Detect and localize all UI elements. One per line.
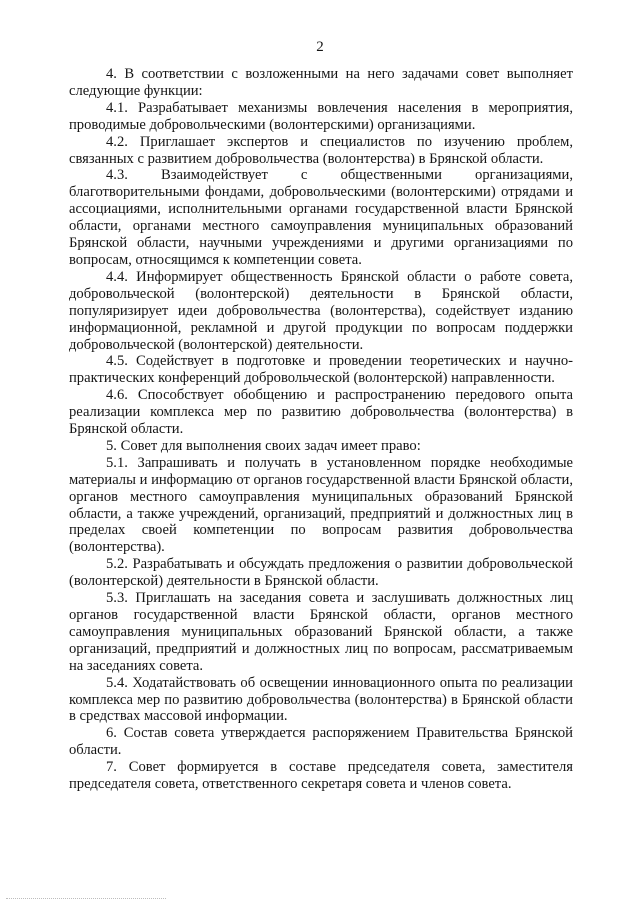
paragraph-4: 4. В соответствии с возложенными на него задачами совет выполняет следующие функции:: [69, 66, 573, 99]
paragraph-7: 7. Совет формируется в составе председателя совета, заместителя председателя совета, ответственного секретаря совета и членов совета.: [69, 759, 573, 793]
paragraph-6: 6. Состав совета утверждается распоряжением Правительства Брянской области.: [69, 725, 573, 759]
paragraph-4-6: 4.6. Способствует обобщению и распространению передового опыта реализации комплекса мер по развитию добровольчества (волонтерства) в Брянской области.: [69, 387, 573, 438]
paragraph-4-3: 4.3. Взаимодействует с общественными организациями, благотворительными фондами, добровольческими (волонтерскими) отрядами и ассоциациями, исполнительными органами государственной власти Брянской области, органами местного самоуправления муниципальных образований Брянской области, научными учреждениями и другими организациями по вопросам, относящимся к компетенции совета.: [69, 167, 573, 268]
paragraph-4-2: 4.2. Приглашает экспертов и специалистов по изучению проблем, связанных с развитием добровольчества (волонтерства) в Брянской области.: [69, 133, 573, 167]
paragraph-5: 5. Совет для выполнения своих задач имеет право:: [106, 437, 421, 454]
paragraph-4-5: 4.5. Содействует в подготовке и проведении теоретических и научно-практических конференций добровольческой (волонтерской) направленности.: [69, 353, 573, 387]
paragraph-5-1: 5.1. Запрашивать и получать в установленном порядке необходимые материалы и информацию от органов государственной власти Брянской области, органов местного самоуправления муниципальных образований Брянской области, а также учреждений, организаций, предприятий и должностных лиц в пределах своей компетенции по вопросам развития добровольчества (волонтерства).: [69, 454, 573, 556]
paragraph-5-3: 5.3. Приглашать на заседания совета и заслушивать должностных лиц органов государственной власти Брянской области, органов местного самоуправления муниципальных образований Брянской области, а также организаций, предприятий и должностных лиц по вопросам, рассматриваемым на заседаниях совета.: [69, 590, 573, 674]
paragraph-5-2: 5.2. Разрабатывать и обсуждать предложения о развитии добровольческой (волонтерской) деятельности в Брянской области.: [69, 556, 573, 590]
paragraph-4-1: 4.1. Разрабатывает механизмы вовлечения населения в мероприятия, проводимые добровольческими (волонтерскими) организациями.: [69, 99, 573, 133]
paragraph-4-4: 4.4. Информирует общественность Брянской области о работе совета, добровольческой (волонтерской) деятельности в Брянской области, популяризирует идеи добровольчества (волонтерства), содействует изданию информационной, рекламной и другой продукции по вопросам поддержки добровольческой (волонтерской) деятельности.: [69, 268, 573, 353]
scan-edge-mark: [6, 898, 166, 901]
page-number: 2: [316, 39, 324, 55]
paragraph-5-4: 5.4. Ходатайствовать об освещении инновационного опыта по реализации комплекса мер по развитию добровольчества (волонтерства) в Брянской области в средствах массовой информации.: [69, 674, 573, 725]
document-body: [69, 66, 573, 793]
